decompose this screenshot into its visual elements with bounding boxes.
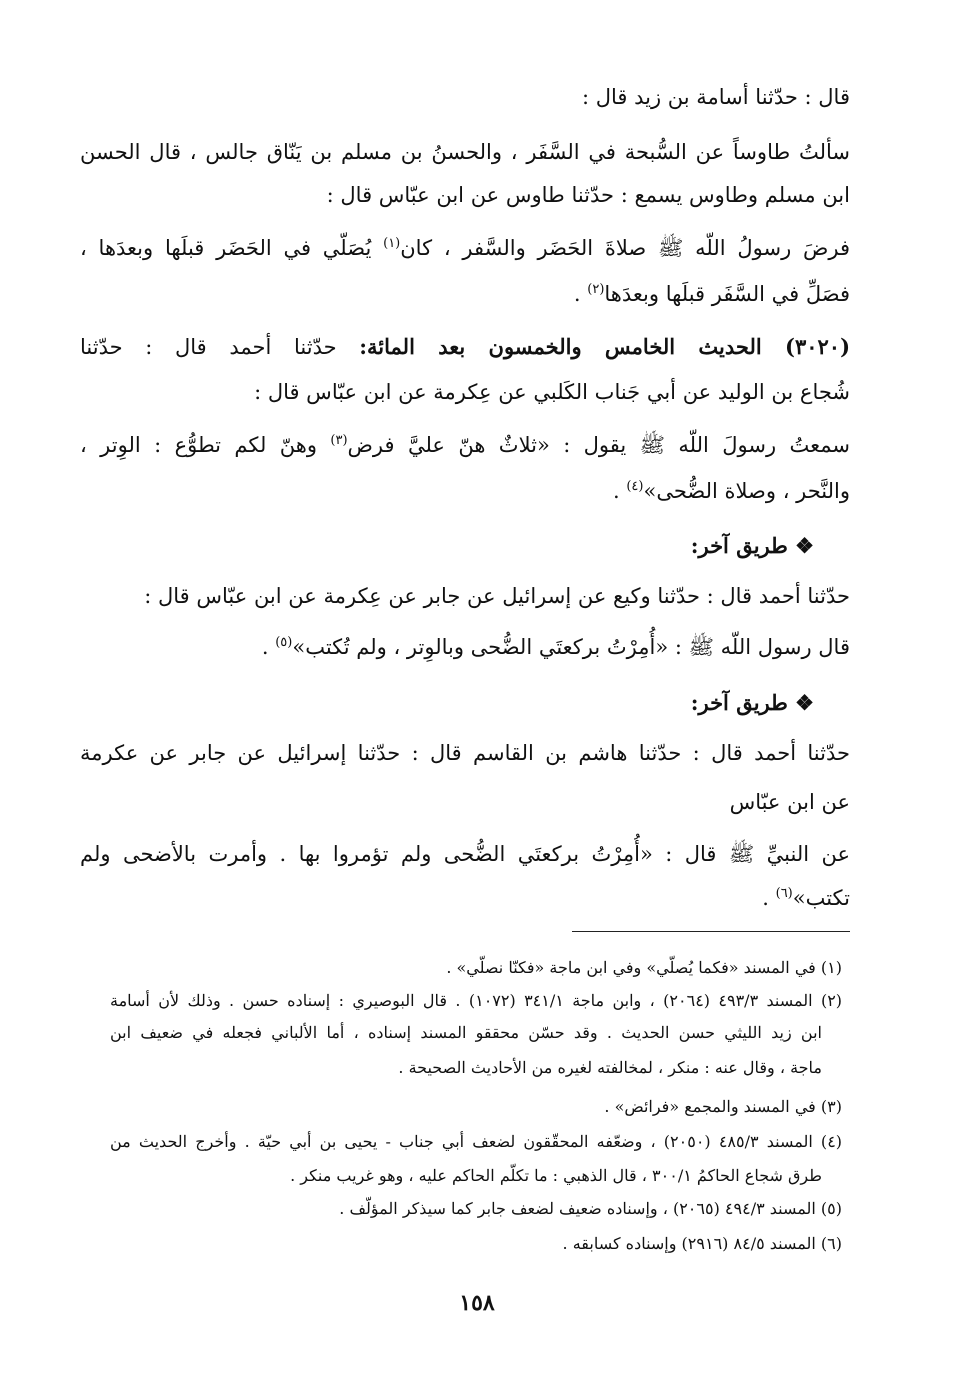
text-line bbox=[80, 476, 850, 506]
text-segment: . bbox=[612, 479, 627, 503]
text-segment: سمعتُ رسولَ اللّه ﷺ يقول : «ثلاثٌ هنّ عليَّ فرض bbox=[347, 433, 850, 457]
text-segment: فصَلِّ في السَّفَر قبلَها وبعدَها bbox=[604, 282, 850, 306]
footnote-ref: (٥) bbox=[275, 635, 293, 650]
footnote: (٤) المسند ٤٨٥/٣ (٢٠٥٠) ، وضعّفه المحقّقون لضعف أبي جناب - يحيى بن أبي حيّة . وأخرج الحديث من bbox=[110, 1132, 843, 1151]
footnote: ابن زيد الليثي حسن الحديث . وقد حسّن محققو المسند إسناده ، أما الألباني فجعله في ضعيف ابن bbox=[110, 1023, 822, 1042]
footnote: (٢) المسند ٤٩٣/٣ (٢٠٦٤) ، وابن ماجة ٣٤١/١ (١٠٧٢) . قال البوصيري : إسناده حسن . وذلك لأن أسامة bbox=[110, 991, 843, 1010]
text-line: سألتُ طاوساً عن السُّبحة في السَّفَر ، والحسنُ بن مسلم بن يَنّاق جالس ، قال الحسن bbox=[80, 140, 850, 164]
text-line bbox=[80, 332, 850, 362]
text-line: ابن مسلم وطاوس يسمع : حدّثنا طاوس عن ابن عبّاس قال : bbox=[326, 183, 850, 207]
footnote: (٣) في المسند والمجمع «فرائض» . bbox=[604, 1097, 842, 1116]
page-number: ١٥٨ bbox=[459, 1290, 495, 1316]
footnote: (١) في المسند «فكما يُصلّي» وفي ابن ماجة «فكنّا نصلّي» . bbox=[446, 958, 842, 977]
footnote-ref: (٢) bbox=[587, 282, 605, 297]
text-segment: تكتب» bbox=[792, 886, 850, 910]
text-line: حدّثنا أحمد قال : حدّثنا هاشم بن القاسم قال : حدّثنا إسرائيل عن جابر عن عكرمة bbox=[80, 741, 850, 765]
text-line bbox=[80, 279, 850, 309]
text-line: عن ابن عبّاس bbox=[729, 790, 850, 814]
text-line: قال : حدّثنا أسامة بن زيد قال : bbox=[581, 85, 850, 109]
text-segment: وهنّ لكم تطوُّع : الوِتر ، bbox=[80, 433, 331, 457]
text-segment: . bbox=[573, 282, 588, 306]
footnote: ماجة ، وقال عنه : منكر ، لمخالفته لغيره من الأحاديث الصحيحة . bbox=[398, 1058, 822, 1077]
text-segment: فرضَ رسولُ اللّه ﷺ صلاةَ الحَضَر والسَّفر ، كان bbox=[400, 236, 850, 260]
text-segment: والنَّحر ، وصلاة الضُّحى» bbox=[643, 479, 850, 503]
text-line: شُجاع بن الوليد عن أبي جَناب الكَلبي عن عِكرمة عن ابن عبّاس قال : bbox=[254, 380, 850, 404]
footnote: (٥) المسند ٤٩٤/٣ (٢٠٦٥) ، وإسناده ضعيف لضعف جابر كما سيذكر المؤلّف . bbox=[339, 1199, 842, 1218]
text-line bbox=[80, 430, 850, 460]
section-heading: ❖ طريق آخر: bbox=[690, 690, 814, 715]
text-segment: قال رسول اللّه ﷺ : «أُمِرْتُ بركعتَي الضُّحى وبالوِتر ، ولم تُكتب» bbox=[292, 635, 850, 659]
footnote: (٦) المسند ٨٤/٥ (٢٩١٦) وإسناده كسابقه . bbox=[562, 1234, 842, 1253]
text-segment: يُصَلّي في الحَضَر قبلَها وبعدَها ، bbox=[80, 236, 384, 260]
footnote-divider bbox=[572, 931, 850, 932]
text-segment: . bbox=[261, 635, 276, 659]
text-segment: . bbox=[762, 886, 776, 910]
text-line: حدّثنا أحمد قال : حدّثنا وكيع عن إسرائيل عن جابر عن عِكرمة عن ابن عبّاس قال : bbox=[144, 584, 850, 608]
text-line: عن النبيِّ ﷺ قال : «أُمِرْتُ بركعتَي الضُّحى ولم تؤمروا بها . وأمرت بالأضحى ولم bbox=[80, 842, 850, 866]
footnote: طرق شجاع الحاكمُ ٣٠٠/١ ، قال الذهبي : ما تكلّم الحاكم عليه ، وهو غريب منكر . bbox=[290, 1166, 822, 1185]
hadith-heading: (٣٠٢٠) الحديث الخامس والخمسون بعد المائة: bbox=[359, 334, 850, 359]
footnote-ref: (٤) bbox=[626, 479, 644, 494]
footnote-ref: (٣) bbox=[330, 433, 348, 448]
footnote-ref: (٦) bbox=[775, 886, 793, 901]
section-heading: ❖ طريق آخر: bbox=[690, 533, 814, 558]
text-line bbox=[80, 883, 850, 913]
footnote-ref: (١) bbox=[383, 236, 401, 251]
text-line bbox=[80, 632, 850, 662]
text-segment: حدّثنا أحمد قال : حدّثنا bbox=[80, 335, 360, 359]
text-line bbox=[80, 233, 850, 263]
